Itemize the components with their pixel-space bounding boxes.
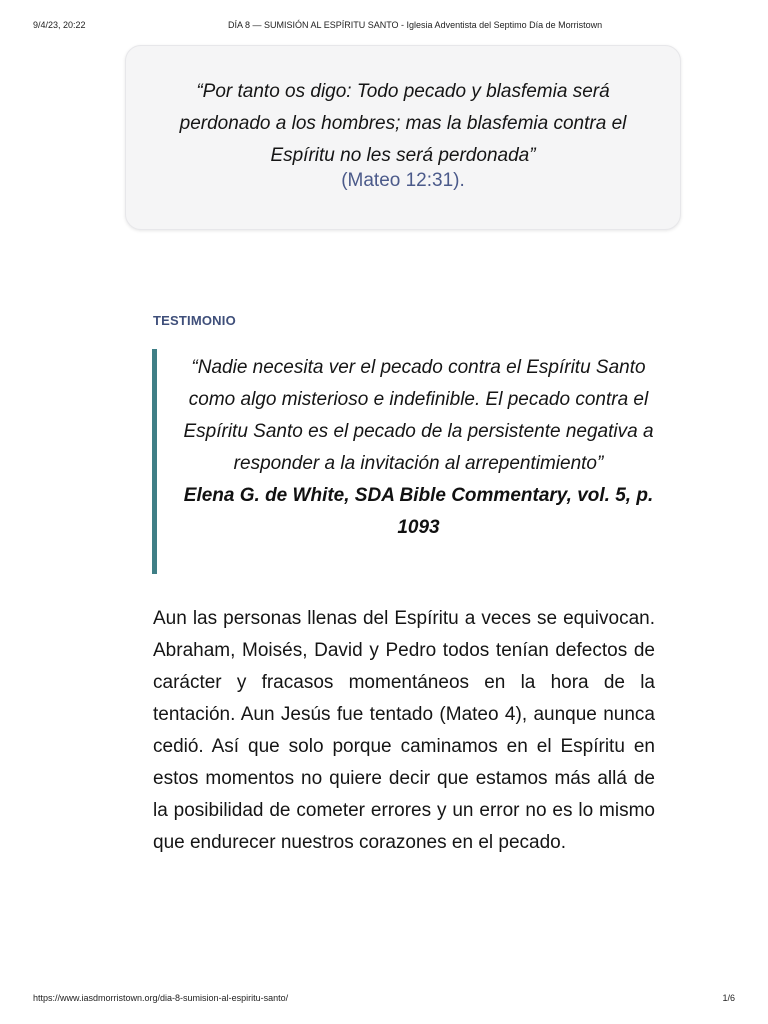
- body-paragraph: Aun las personas llenas del Espíritu a veces se equivocan. Abraham, Moisés, David y Pedro todos tenían defectos de carácter y fracasos momentáneos en la hora de la tentación. Aun Jesús fue tentado (Mateo 4), aunque nunca cedió. Así que solo porque caminamos en el Espíritu en estos momentos no quiere decir que estamos más allá de la posibilidad de cometer errores y un error no es lo mismo que endurecer nuestros corazones en el pecado.: [153, 608, 655, 853]
- verse-text: “Por tanto os digo: Todo pecado y blasfemia será perdonado a los hombres; mas la blasfemia contra el Espíritu no les será perdonada”: [179, 81, 627, 166]
- print-page-title: DÍA 8 — SUMISIÓN AL ESPÍRITU SANTO - Iglesia Adventista del Septimo Día de Morristown: [228, 20, 603, 30]
- page-number: 1/6: [722, 993, 735, 1003]
- page-url: https://www.iasdmorristown.org/dia-8-sumision-al-espiritu-santo/: [33, 993, 289, 1003]
- verse-reference-link[interactable]: (Mateo 12:31).: [341, 170, 465, 191]
- testimony-quote: “Nadie necesita ver el pecado contra el Espíritu Santo como algo misterioso e indefinible. El pecado contra el Espíritu Santo es el pecado de la persistente negativa a responder a la invitación al arrepentimiento”: [183, 357, 654, 474]
- testimony-blockquote: [152, 349, 664, 574]
- verse-card: [125, 45, 681, 230]
- print-footer: [0, 993, 768, 1007]
- print-timestamp: 9/4/23, 20:22: [33, 20, 86, 30]
- print-header: [0, 20, 768, 34]
- testimony-source: Elena G. de White, SDA Bible Commentary, vol. 5, p. 1093: [183, 485, 654, 538]
- section-heading-testimonio: TESTIMONIO: [153, 313, 236, 328]
